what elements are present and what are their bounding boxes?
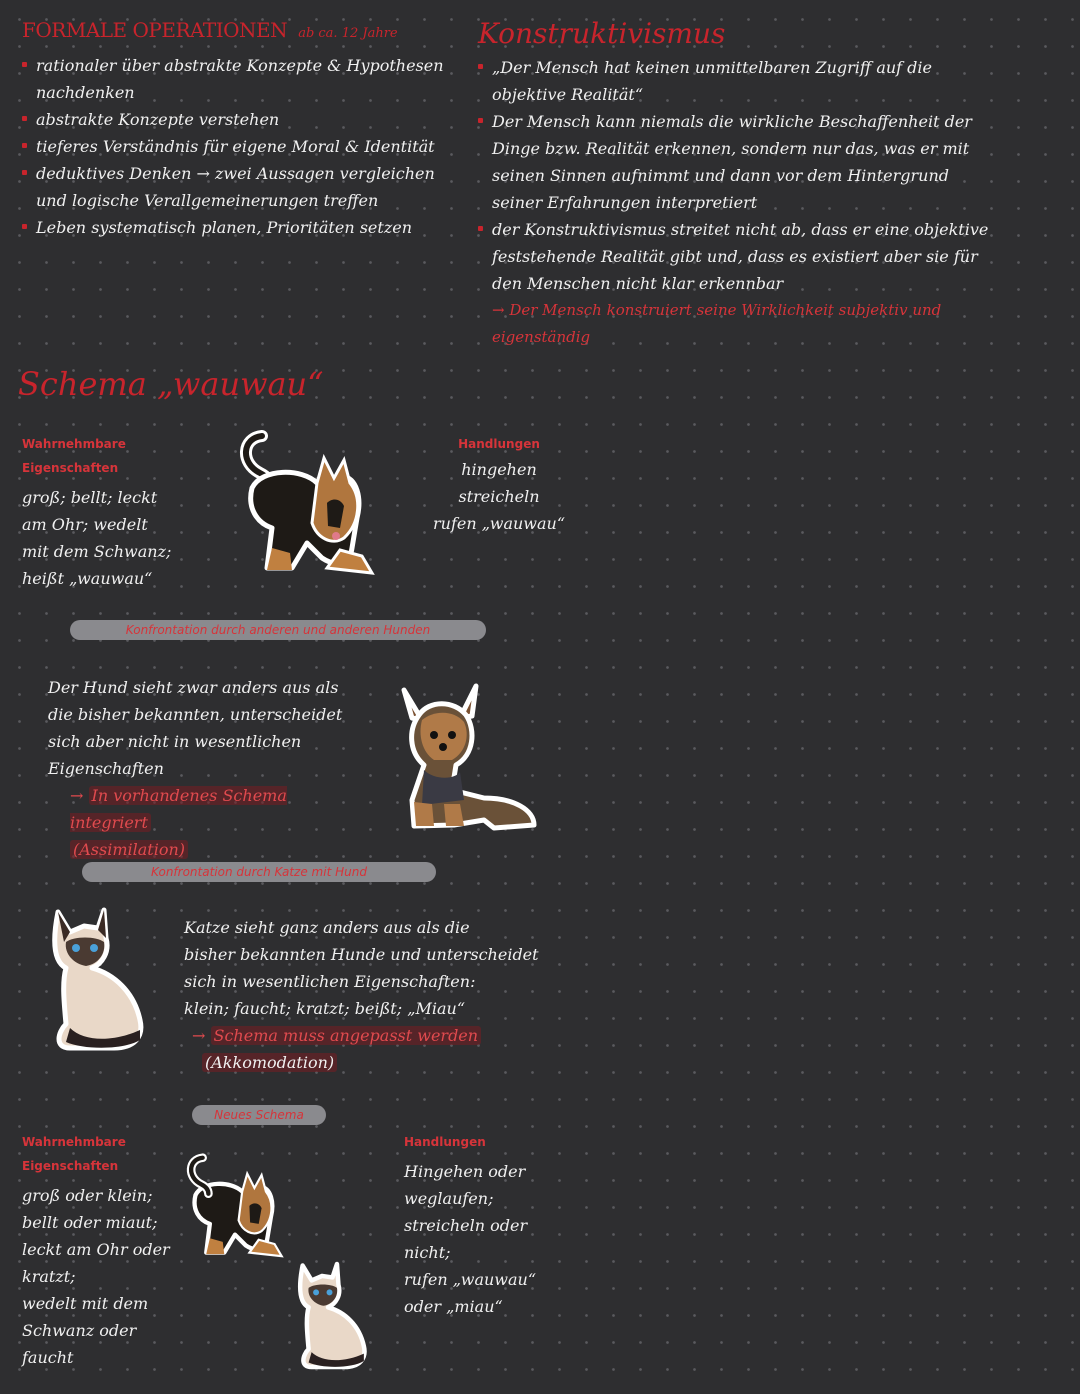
- new-schema-pill: Neues Schema: [192, 1105, 326, 1125]
- cat-icon-small: [292, 1258, 370, 1370]
- konstruktivismus-item: der Konstruktivismus streitet nicht ab, dass er eine objektive feststehende Realität gibt und, dass es existiert aber sie für den Menschen nicht klar erkennbar: [478, 216, 998, 297]
- block2-text: [48, 674, 368, 863]
- block1-line: groß; bellt; leckt: [22, 488, 158, 507]
- block3-result: Schema muss angepasst werden: [211, 1026, 482, 1045]
- block1-line: mit dem Schwanz;: [22, 542, 172, 561]
- block4-action: weglaufen;: [404, 1189, 494, 1208]
- formal-title-suffix: ab ca. 12 Jahre: [298, 26, 398, 41]
- formal-title-row: [22, 18, 462, 52]
- block4-line: wedelt mit dem: [22, 1294, 149, 1313]
- block1-properties: [22, 432, 202, 592]
- block2-result-row: → In vorhandenes Schema integriert: [70, 786, 287, 832]
- formal-item: tieferes Verständnis für eigene Moral & Identität: [22, 133, 462, 160]
- formal-title: FORMALE OPERATIONEN: [22, 18, 288, 42]
- cat-icon: [44, 902, 148, 1052]
- block1-action: streicheln: [458, 487, 540, 506]
- block4-action: oder „miau“: [404, 1297, 503, 1316]
- formal-section: [22, 18, 462, 241]
- block4-action: streicheln oder: [404, 1216, 528, 1235]
- block4-action: nicht;: [404, 1243, 451, 1262]
- puppy-icon-small: [180, 1152, 290, 1267]
- block1-actions: [424, 432, 574, 537]
- block4-action: Hingehen oder: [404, 1162, 526, 1181]
- block3-line: sich in wesentlichen Eigenschaften:: [184, 972, 476, 991]
- block2-line: die bisher bekannten, unterscheidet: [48, 705, 343, 724]
- block1-right-heading: Handlungen: [458, 437, 540, 451]
- block4-line: kratzt;: [22, 1267, 76, 1286]
- block1-action: rufen „wauwau“: [433, 514, 565, 533]
- konstruktivismus-conclusion: → Der Mensch konstruiert seine Wirklichkeit subjektiv und eigenständig: [492, 301, 942, 346]
- block3-line: bisher bekannten Hunde und unterscheidet: [184, 945, 539, 964]
- block3-line: Katze sieht ganz anders aus als die: [184, 918, 470, 937]
- block1-left-heading: Wahrnehmbare Eigenschaften: [22, 437, 126, 475]
- block2-line: Eigenschaften: [48, 759, 164, 778]
- konstruktivismus-item: Der Mensch kann niemals die wirkliche Beschaffenheit der Dinge bzw. Realität erkennen, sondern nur das, was er mit seinen Sinnen aufnimmt und dann vor dem Hintergrund seiner Erfahrungen interpretiert: [478, 108, 998, 216]
- block2-line: sich aber nicht in wesentlichen: [48, 732, 302, 751]
- formal-item: Leben systematisch planen, Prioritäten setzen: [22, 214, 462, 241]
- block3-line: klein; faucht; kratzt; beißt; „Miau“: [184, 999, 465, 1018]
- block4-line: bellt oder miaut;: [22, 1213, 158, 1232]
- assimilation-term: (Assimilation): [70, 840, 188, 859]
- block2-line: Der Hund sieht zwar anders aus als: [48, 678, 339, 697]
- akkomodation-term: (Akkomodation): [202, 1053, 337, 1072]
- yorkie-icon: [394, 680, 544, 832]
- konstruktivismus-section: [478, 14, 998, 351]
- block1-line: am Ohr; wedelt: [22, 515, 148, 534]
- block1-line: heißt „wauwau“: [22, 569, 153, 588]
- confrontation-pill-dogs: Konfrontation durch anderen und anderen Hunden: [70, 620, 486, 640]
- block4-right-heading: Handlungen: [404, 1135, 486, 1149]
- block2-result: In vorhandenes Schema integriert: [70, 786, 287, 832]
- block4-line: leckt am Ohr oder: [22, 1240, 170, 1259]
- puppy-icon: [232, 428, 382, 588]
- block4-properties: [22, 1130, 182, 1371]
- block4-line: groß oder klein;: [22, 1186, 153, 1205]
- konstruktivismus-item: „Der Mensch hat keinen unmittelbaren Zugriff auf die objektive Realität“: [478, 54, 998, 108]
- block4-line: Schwanz oder: [22, 1321, 137, 1340]
- schema-title: Schema „wauwau“: [18, 365, 324, 403]
- konstruktivismus-title: Konstruktivismus: [478, 17, 726, 50]
- block1-action: hingehen: [461, 460, 537, 479]
- block3-text: [184, 914, 574, 1076]
- formal-item: deduktives Denken → zwei Aussagen vergleichen und logische Verallgemeinerungen treffen: [22, 160, 462, 214]
- formal-item: rationaler über abstrakte Konzepte & Hypothesen nachdenken: [22, 52, 462, 106]
- confrontation-pill-cat: Konfrontation durch Katze mit Hund: [82, 862, 436, 882]
- block2-term: [48, 836, 368, 863]
- block4-action: rufen „wauwau“: [404, 1270, 536, 1289]
- formal-item: abstrakte Konzepte verstehen: [22, 106, 462, 133]
- block4-left-heading: Wahrnehmbare Eigenschaften: [22, 1135, 126, 1173]
- block4-line: faucht: [22, 1348, 74, 1367]
- block3-term: [184, 1049, 574, 1076]
- block3-result-row: → Schema muss angepasst werden: [184, 1022, 574, 1049]
- block4-actions: [404, 1130, 574, 1320]
